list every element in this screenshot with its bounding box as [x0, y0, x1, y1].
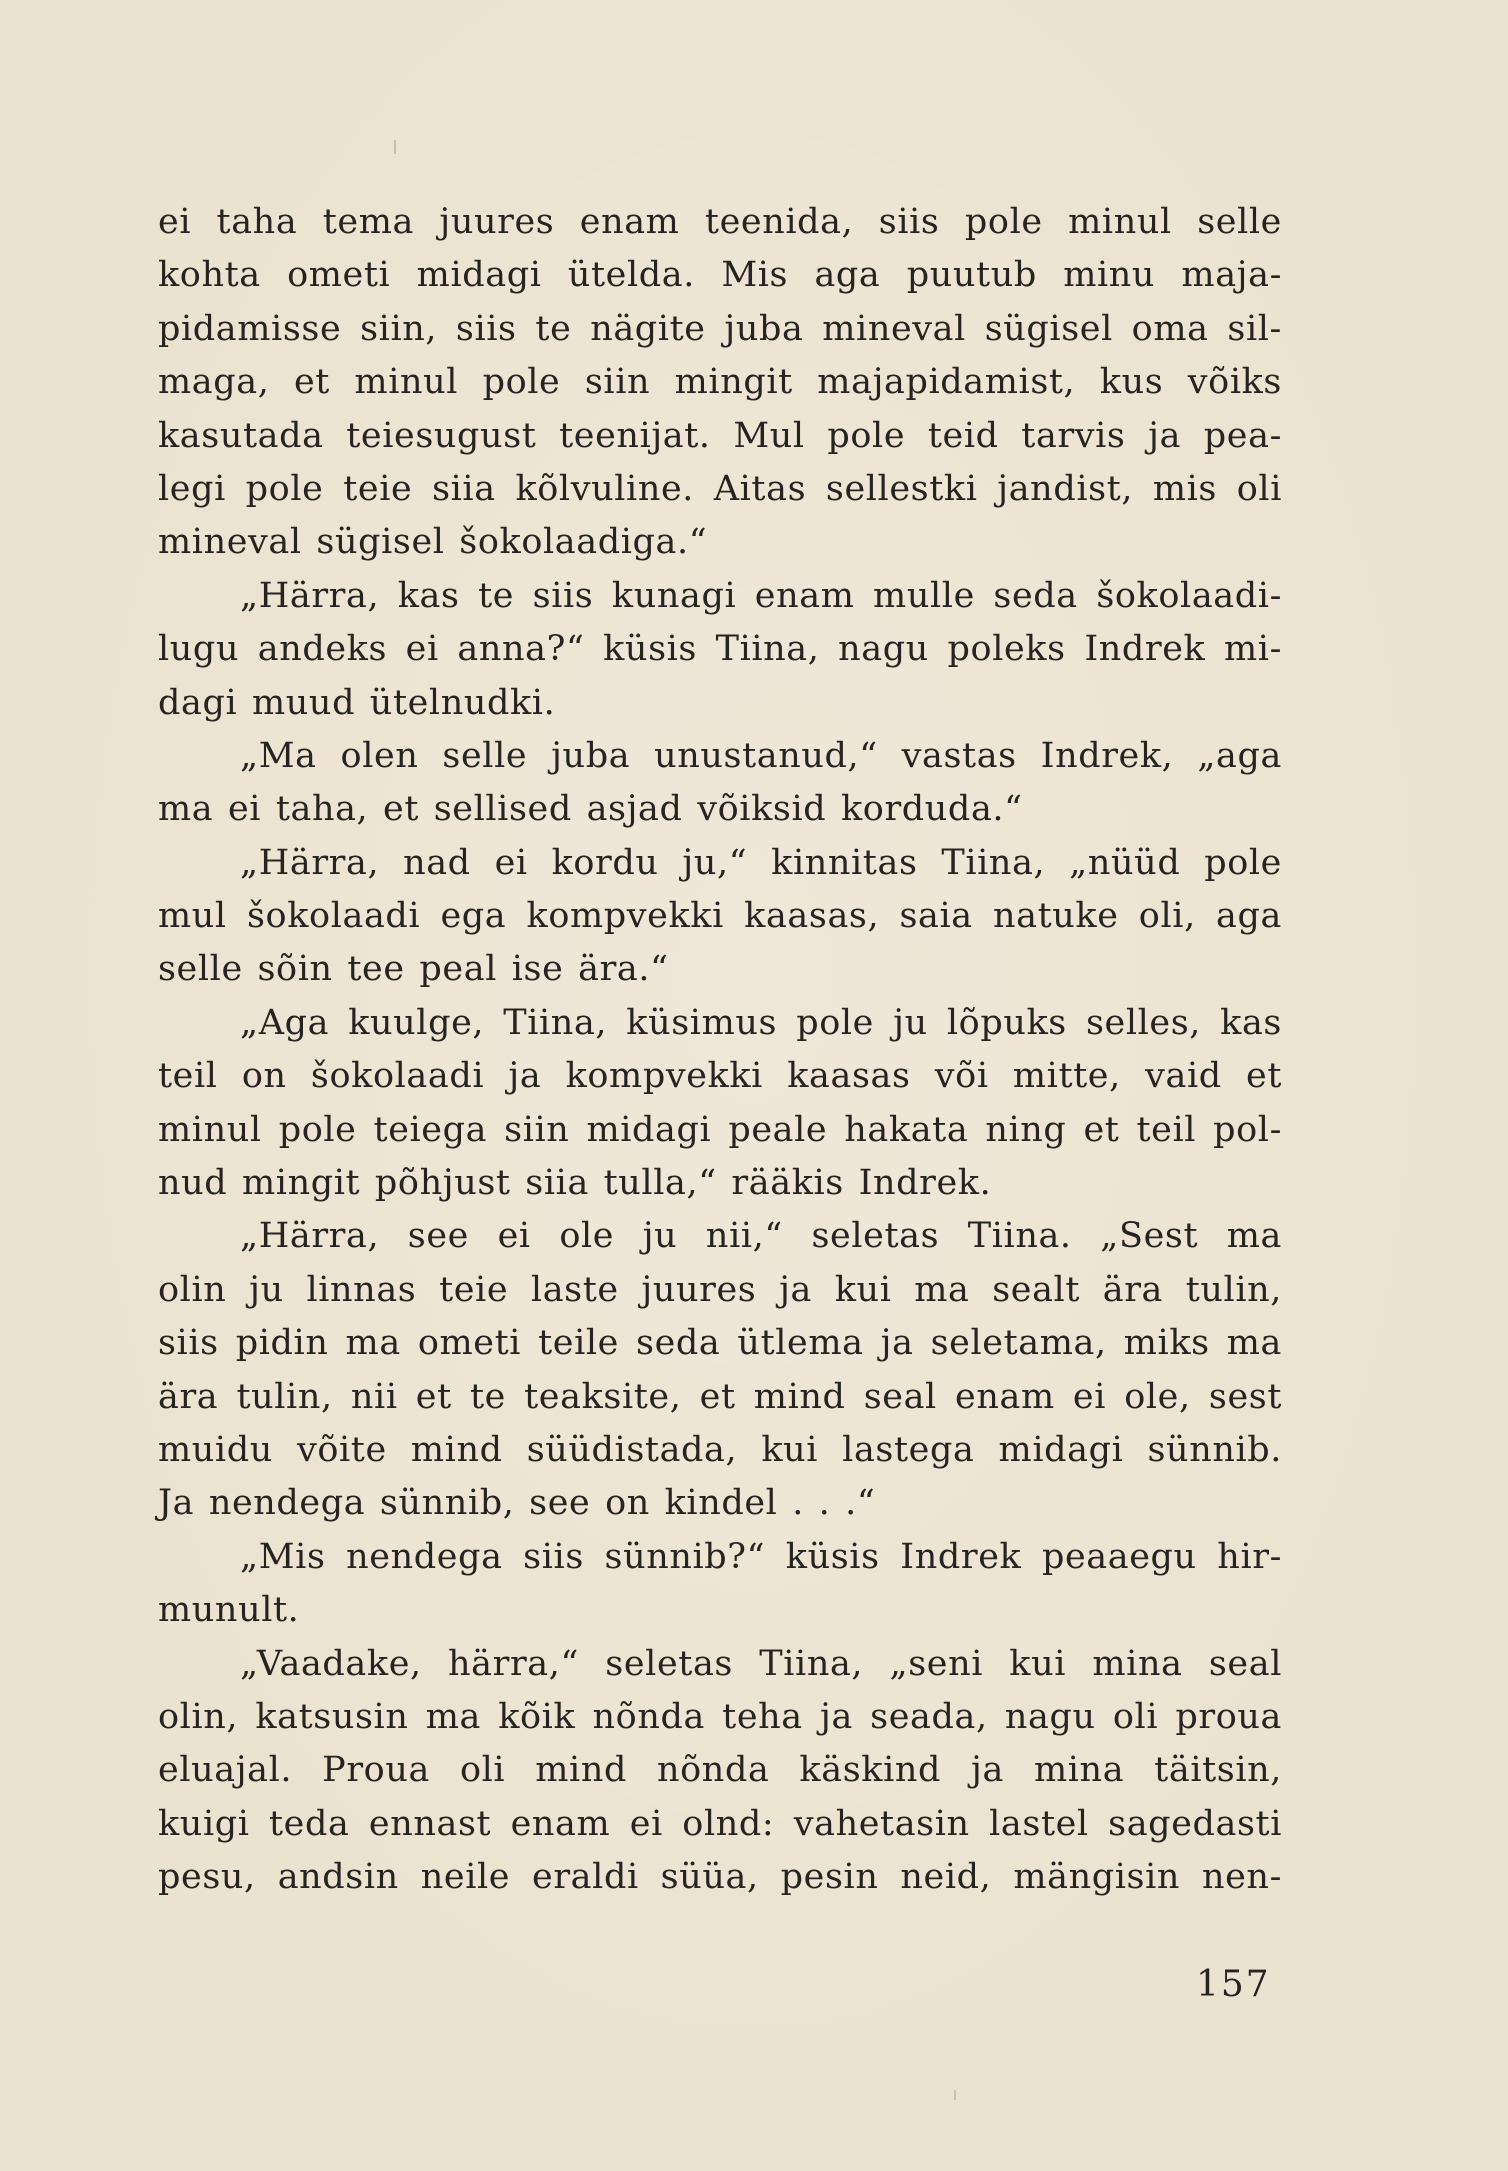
paper-speck — [954, 2090, 956, 2100]
text-line: „Mis nendega siis sünnib?“ küsis Indrek peaaegu hir- — [240, 1536, 1282, 1577]
text-line: eluajal. Proua oli mind nõnda käskind ja mina täitsin, — [158, 1750, 1282, 1791]
text-line: maga, et minul pole siin mingit majapidamist, kus võiks — [158, 362, 1282, 403]
text-line: olin ju linnas teie laste juures ja kui ma sealt ära tulin, — [158, 1269, 1282, 1310]
text-line: „Aga kuulge, Tiina, küsimus pole ju lõpuks selles, kas — [240, 1002, 1282, 1043]
text-line: muidu võite mind süüdistada, kui lastega midagi sünnib. — [158, 1429, 1282, 1470]
text-line: kohta ometi midagi ütelda. Mis aga puutub minu maja- — [158, 255, 1282, 296]
text-line: „Ma olen selle juba unustanud,“ vastas Indrek, „aga — [240, 735, 1282, 776]
text-line: pesu, andsin neile eraldi süüa, pesin neid, mängisin nen- — [158, 1857, 1282, 1898]
text-line: minul pole teiega siin midagi peale hakata ning et teil pol- — [158, 1109, 1282, 1150]
text-line: „Vaadake, härra,“ seletas Tiina, „seni kui mina seal — [240, 1643, 1282, 1684]
text-line: kasutada teiesugust teenijat. Mul pole teid tarvis ja pea- — [158, 415, 1282, 456]
text-line: kuigi teda ennast enam ei olnd: vahetasin lastel sagedasti — [158, 1803, 1282, 1844]
text-line: dagi muud ütelnudki. — [158, 682, 556, 723]
text-line: Ja nendega sünnib, see on kindel . . .“ — [158, 1483, 876, 1524]
text-line: „Härra, nad ei kordu ju,“ kinnitas Tiina, „nüüd pole — [240, 842, 1282, 883]
text-line: olin, katsusin ma kõik nõnda teha ja seada, nagu oli proua — [158, 1696, 1282, 1737]
text-line: siis pidin ma ometi teile seda ütlema ja seletama, miks ma — [158, 1323, 1282, 1364]
text-line: pidamisse siin, siis te nägite juba mineval sügisel oma sil- — [158, 308, 1282, 349]
text-line: „Härra, see ei ole ju nii,“ seletas Tiina. „Sest ma — [240, 1216, 1282, 1257]
text-line: munult. — [158, 1590, 300, 1631]
text-line: lugu andeks ei anna?“ küsis Tiina, nagu poleks Indrek mi- — [158, 629, 1282, 670]
text-line: ma ei taha, et sellised asjad võiksid korduda.“ — [158, 789, 1023, 830]
body-text — [158, 196, 1282, 1905]
paper-speck — [394, 140, 396, 154]
text-line: ära tulin, nii et te teaksite, et mind seal enam ei ole, sest — [158, 1376, 1282, 1417]
text-line: „Härra, kas te siis kunagi enam mulle seda šokolaadi- — [240, 575, 1282, 616]
text-line: nud mingit põhjust siia tulla,“ rääkis Indrek. — [158, 1163, 992, 1204]
text-line: ei taha tema juures enam teenida, siis pole minul selle — [158, 202, 1282, 242]
text-line: mineval sügisel šokolaadiga.“ — [158, 522, 708, 563]
text-line: mul šokolaadi ega kompvekki kaasas, saia natuke oli, aga — [158, 896, 1282, 937]
page-number: 157 — [1196, 1964, 1271, 2005]
text-line: teil on šokolaadi ja kompvekki kaasas või mitte, vaid et — [158, 1056, 1282, 1097]
text-line: legi pole teie siia kõlvuline. Aitas sellestki jandist, mis oli — [158, 468, 1282, 509]
text-line: selle sõin tee peal ise ära.“ — [158, 949, 669, 990]
